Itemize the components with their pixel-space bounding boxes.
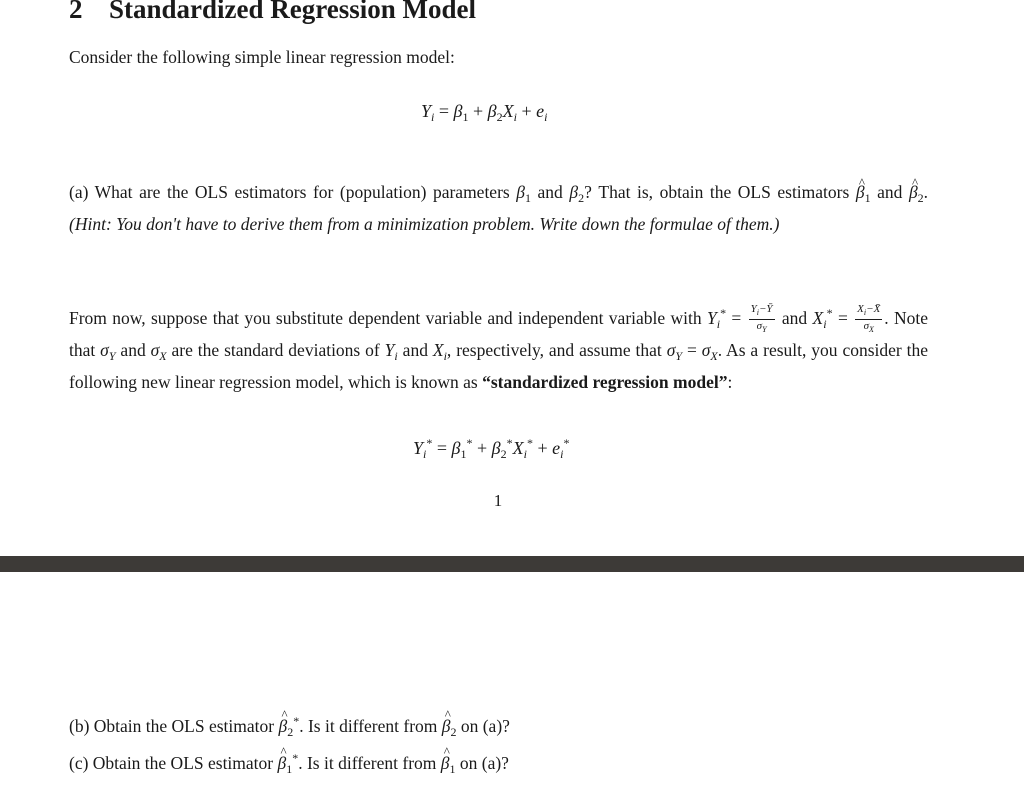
part-a: (a) What are the OLS estimators for (population) parameters $\beta_1$ and $\beta_2$? That is, obtain the OLS estimators ^ $\beta_1$ and ^ $\beta_2$. (Hint: You don't have to derive them from a minimization problem. Write down the formulae of them.) — [69, 179, 928, 237]
paragraph-standardization: From now, suppose that you substitute dependent variable and independent variable with $Y_i^*$ = $\frac{Y_i-Ȳ}{\sigma_Y}$ and $X_i^*$ = $\frac{X_i-X̄}{\sigma_X}$ . Note that $\sigma_Y$ and $\sigma_X$ are the standard deviations of $Y_i$ and $X_i$, respectively, and assume that $\sigma_Y = \sigma_X$. As a result, you consider the following new linear regression model, which is known as “standardized regression model”: — [69, 303, 929, 392]
intro-text: Consider the following simple linear regression model: — [69, 47, 455, 67]
fraction-x: $\frac{X_i-X̄}{\sigma_X}$ — [857, 303, 881, 335]
hint-text: (Hint: You don't have to derive them from a minimization problem. Write down the formulae of them.) — [69, 214, 780, 234]
part-c: (c) Obtain the OLS estimator ^ $\beta_1^*$. Is it different from ^ $\beta_1$ on (a)? — [69, 751, 509, 777]
section-title: Standardized Regression Model — [109, 0, 477, 24]
page-divider — [0, 556, 1024, 572]
section-heading — [69, 0, 476, 25]
equation-standardized: $Y_i^* = \beta_1^* + \beta_2^*X_i^* + e_i^*$ — [413, 436, 570, 461]
part-b: (b) Obtain the OLS estimator ^ $\beta_2^*$. Is it different from ^ $\beta_2$ on (a)? — [69, 714, 510, 740]
equation-model: $Y_i = \beta_1 + \beta_2X_i + e_i$ — [421, 101, 548, 124]
page-number: 1 — [493, 491, 503, 510]
standardized-model-term: “standardized regression model” — [482, 372, 728, 392]
section-number: 2 — [69, 0, 83, 24]
fraction-y: $\frac{Y_i-Ȳ}{\sigma_Y}$ — [750, 303, 773, 335]
